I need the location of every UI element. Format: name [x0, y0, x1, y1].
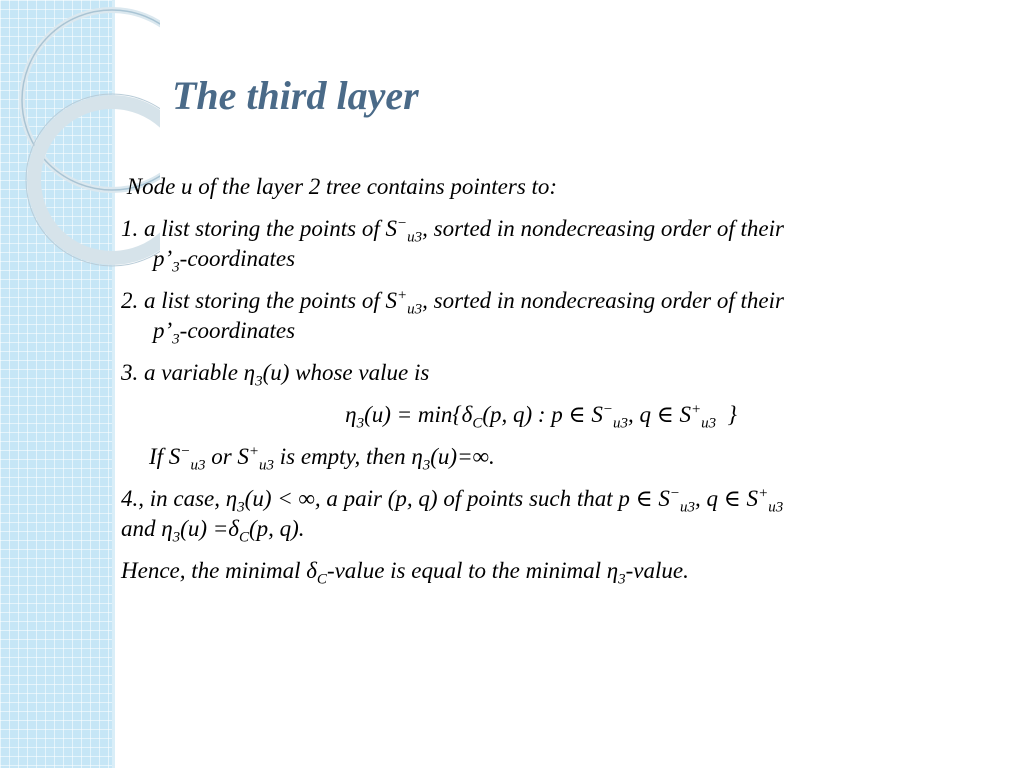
formula-b-sub: C — [472, 415, 483, 432]
item4-b-sub: u3 — [680, 499, 696, 516]
item2-cont-sub: 3 — [172, 331, 180, 348]
item1-text-end: , sorted in nondecreasing order of their — [422, 216, 784, 241]
hence-a: Hence, the minimal δ — [121, 558, 317, 583]
hence-b: -value is equal to the minimal η — [326, 558, 619, 583]
formula-b: (u) = min{δ — [364, 402, 473, 427]
list-item-3 — [121, 358, 961, 388]
formula-e: } — [716, 402, 737, 427]
formula-d: , q ∈ S — [627, 402, 691, 427]
item4-a-sub: 3 — [237, 499, 245, 516]
formula-a-sub: 3 — [356, 415, 365, 432]
item4-cont-a: and η — [121, 516, 173, 541]
empty-case-line — [121, 442, 961, 472]
slide-body — [121, 172, 961, 586]
item4-b-sup: − — [669, 485, 681, 502]
item1-sub: u3 — [407, 229, 423, 246]
formula-d-sub: u3 — [701, 415, 717, 432]
empty-a-sub: u3 — [190, 457, 206, 474]
item2-sup: + — [397, 287, 408, 304]
item1-sup: − — [397, 215, 408, 232]
item2-cont: p’ — [153, 318, 173, 343]
item4-c-sup: + — [758, 485, 769, 502]
item4-b: (u) < ∞, a pair (p, q) of points such that p ∈ S — [244, 486, 670, 511]
formula-line — [121, 400, 961, 430]
item4-cont-c: (p, q). — [248, 516, 305, 541]
empty-c-sub: 3 — [422, 457, 431, 474]
item4-c-sub: u3 — [768, 499, 784, 516]
intro-text: Node u of the layer 2 tree contains pointers to: — [126, 174, 558, 199]
empty-c: is empty, then η — [274, 444, 423, 469]
intro-line — [121, 172, 961, 202]
list-item-1 — [121, 214, 961, 274]
item4-cont-b-sub: C — [238, 529, 249, 546]
empty-b: or S — [205, 444, 249, 469]
empty-a: If S — [149, 444, 181, 469]
hence-c: -value. — [625, 558, 689, 583]
item4-a: 4., in case, η — [121, 486, 238, 511]
slide-title: The third layer — [172, 73, 419, 118]
empty-a-sup: − — [180, 443, 191, 460]
list-item-2 — [121, 286, 961, 346]
formula-a: η — [345, 402, 357, 427]
item1-text: 1. a list storing the points of S — [121, 216, 398, 241]
conclusion-line — [121, 556, 961, 586]
hence-a-sub: C — [316, 571, 327, 588]
empty-d: (u)=∞. — [430, 444, 495, 469]
formula-c-sup: − — [602, 401, 613, 418]
item1-cont-sub: 3 — [172, 259, 180, 276]
item3-text-end: (u) whose value is — [262, 360, 430, 385]
empty-b-sup: + — [248, 443, 260, 460]
item2-text: 2. a list storing the points of S — [121, 288, 398, 313]
item4-cont-a-sub: 3 — [172, 529, 181, 546]
item1-cont-end: -coordinates — [179, 246, 296, 271]
hence-b-sub: 3 — [618, 571, 626, 588]
formula-d-sup: + — [691, 401, 702, 418]
formula-c: (p, q) : p ∈ S — [482, 402, 603, 427]
item2-cont-end: -coordinates — [179, 318, 296, 343]
item3-sub: 3 — [255, 373, 263, 390]
empty-b-sub: u3 — [259, 457, 275, 474]
item2-text-end: , sorted in nondecreasing order of their — [422, 288, 784, 313]
item2-sub: u3 — [407, 301, 423, 318]
item4-c: , q ∈ S — [695, 486, 759, 511]
list-item-4 — [121, 484, 961, 544]
item4-cont-b: (u) =δ — [180, 516, 239, 541]
item1-cont: p’ — [153, 246, 173, 271]
formula-c-sub: u3 — [612, 415, 628, 432]
item3-text: 3. a variable η — [121, 360, 256, 385]
